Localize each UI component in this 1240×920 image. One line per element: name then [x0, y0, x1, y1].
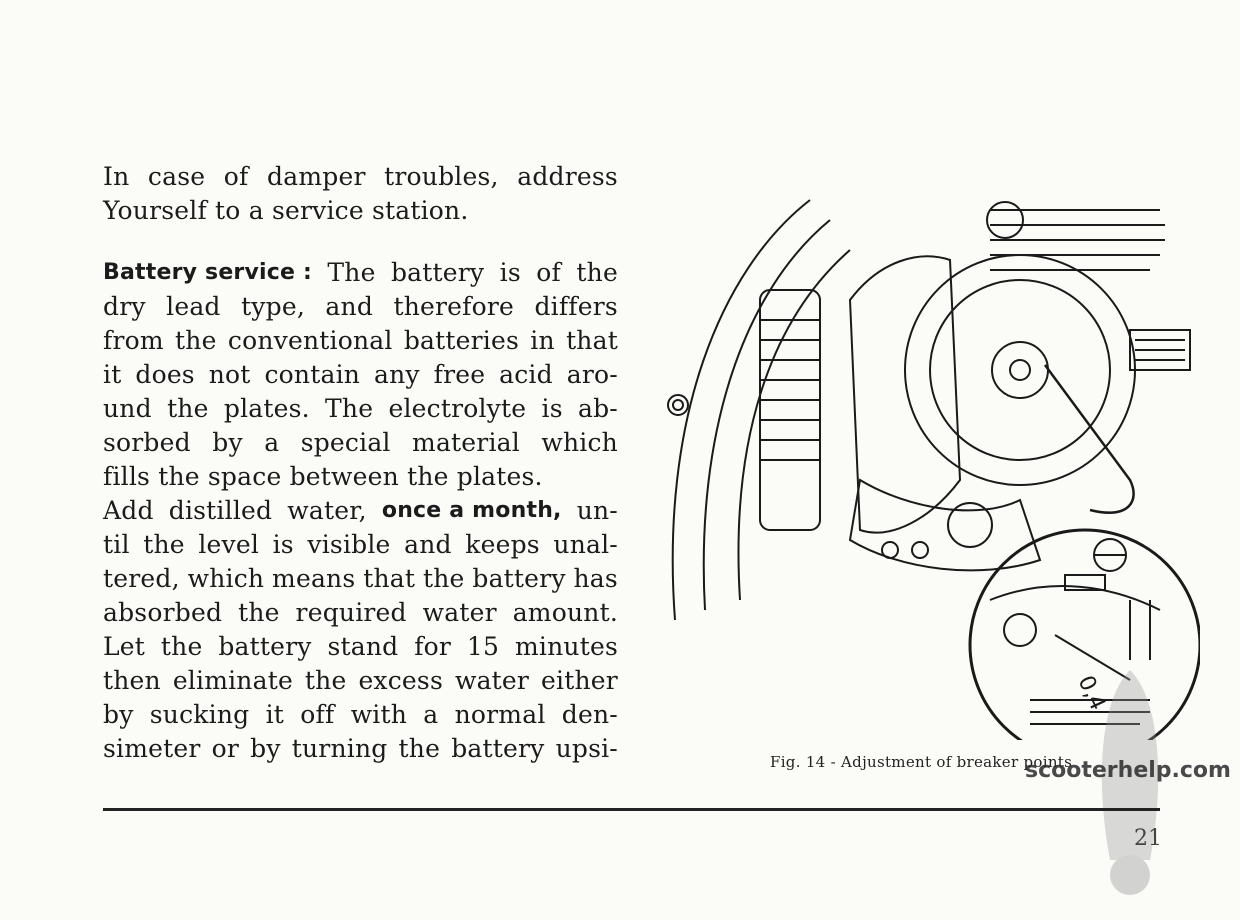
- paragraph-gap: [103, 228, 618, 256]
- text-word: damper: [267, 162, 366, 191]
- text-word: and: [404, 530, 452, 559]
- text-word: material: [412, 428, 520, 457]
- text-word: battery: [218, 632, 312, 661]
- text-word: The: [327, 258, 376, 287]
- figure-caption: Fig. 14 - Adjustment of breaker points: [770, 753, 1073, 771]
- text-word: the: [167, 394, 209, 423]
- text-word: does: [135, 360, 195, 389]
- text-word: 15: [466, 632, 500, 661]
- text-word: is: [272, 530, 294, 559]
- text-word: address: [517, 162, 618, 191]
- text-word: for: [414, 632, 452, 661]
- text-word: unal-: [553, 530, 618, 559]
- text-line: [103, 494, 618, 528]
- text-line: [103, 358, 618, 392]
- text-word: plates.: [223, 394, 310, 423]
- text-word: turning: [291, 734, 388, 763]
- text-word: battery: [451, 734, 545, 763]
- text-word: conventional: [227, 326, 393, 355]
- text-word: den-: [561, 700, 618, 729]
- text-word: the: [175, 326, 217, 355]
- text-line: [103, 460, 618, 494]
- text-word: any: [373, 360, 420, 389]
- text-word: which: [187, 564, 265, 593]
- text-line: [103, 562, 618, 596]
- text-word: eliminate: [172, 666, 293, 695]
- text-line: [103, 528, 618, 562]
- body-text: [103, 160, 618, 766]
- text-line: [103, 596, 618, 630]
- text-word: til: [103, 530, 130, 559]
- text-word: water,: [287, 496, 367, 525]
- text-word: und: [103, 394, 152, 423]
- text-word: or: [211, 734, 240, 763]
- page-number: 21: [1134, 826, 1162, 851]
- text-word: is: [541, 394, 563, 423]
- text-word: distilled: [168, 496, 273, 525]
- text-word: off: [300, 700, 335, 729]
- text-word: by: [250, 734, 281, 763]
- text-line: [103, 392, 618, 426]
- text-word: of: [223, 162, 249, 191]
- text-word: special: [300, 428, 391, 457]
- text-word: of: [536, 258, 562, 287]
- text-word: In: [103, 162, 130, 191]
- text-word: acid: [499, 360, 553, 389]
- text-word: that: [363, 564, 416, 593]
- text-word: simeter: [103, 734, 201, 763]
- text-word: then: [103, 666, 161, 695]
- text-word: battery: [472, 564, 566, 593]
- text-word: differs: [534, 292, 618, 321]
- text-word: the: [160, 632, 203, 661]
- text-word: minutes: [515, 632, 618, 661]
- text-word: level: [198, 530, 260, 559]
- text-word: is: [499, 258, 521, 287]
- text-word: a: [264, 428, 280, 457]
- text-word: the: [422, 564, 465, 593]
- text-word: with: [350, 700, 408, 729]
- text-line: [103, 290, 618, 324]
- text-word: the: [143, 530, 185, 559]
- text-word: troubles,: [384, 162, 499, 191]
- text-word: therefore: [393, 292, 515, 321]
- text-word: and: [325, 292, 374, 321]
- text-word: once a month,: [381, 498, 562, 523]
- text-word: sorbed: [103, 428, 191, 457]
- text-word: upsi-: [555, 734, 618, 763]
- text-word: means: [272, 564, 356, 593]
- watermark-text: scooterhelp.com: [1025, 758, 1231, 783]
- text-word: un-: [576, 496, 618, 525]
- text-word: required: [295, 598, 407, 627]
- text-word: that: [566, 326, 618, 355]
- text-word: the: [576, 258, 618, 287]
- engine-illustration: [660, 180, 1200, 740]
- text-word: contain: [264, 360, 361, 389]
- text-word: it: [103, 360, 122, 389]
- text-word: the: [398, 734, 441, 763]
- text-word: keeps: [465, 530, 540, 559]
- text-line: [103, 732, 618, 766]
- text-word: ab-: [577, 394, 618, 423]
- footer-rule: [103, 808, 1160, 811]
- text-word: not: [208, 360, 251, 389]
- text-word: by: [212, 428, 243, 457]
- text-word: tered,: [103, 564, 180, 593]
- text-word: fills the space between the plates.: [103, 462, 543, 491]
- text-word: type,: [241, 292, 305, 321]
- text-word: absorbed: [103, 598, 223, 627]
- text-word: which: [541, 428, 618, 457]
- text-word: either: [541, 666, 618, 695]
- text-word: stand: [327, 632, 399, 661]
- text-word: water: [454, 666, 530, 695]
- text-word: Add: [103, 496, 154, 525]
- text-word: sucking: [149, 700, 250, 729]
- text-word: lead: [166, 292, 221, 321]
- text-word: battery: [390, 258, 485, 287]
- text-word: the: [304, 666, 347, 695]
- text-word: in: [530, 326, 555, 355]
- text-word: Yourself to a service station.: [103, 196, 469, 225]
- text-word: visible: [307, 530, 391, 559]
- text-line: [103, 256, 618, 290]
- text-word: The: [325, 394, 374, 423]
- text-word: Battery service :: [103, 260, 312, 285]
- text-line: [103, 194, 618, 228]
- text-line: [103, 426, 618, 460]
- text-word: case: [147, 162, 206, 191]
- text-word: a: [423, 700, 439, 729]
- gap-label: 0,4: [1072, 671, 1111, 715]
- text-word: electrolyte: [388, 394, 527, 423]
- text-word: excess: [358, 666, 443, 695]
- text-word: the: [238, 598, 280, 627]
- text-word: Let: [103, 632, 146, 661]
- text-word: has: [573, 564, 618, 593]
- text-word: it: [265, 700, 285, 729]
- text-line: [103, 324, 618, 358]
- text-line: [103, 664, 618, 698]
- text-word: batteries: [403, 326, 519, 355]
- text-word: from: [103, 326, 164, 355]
- text-word: normal: [454, 700, 546, 729]
- text-line: [103, 160, 618, 194]
- text-word: dry: [103, 292, 146, 321]
- text-word: amount.: [512, 598, 618, 627]
- text-word: aro-: [566, 360, 618, 389]
- text-word: water: [422, 598, 497, 627]
- text-line: [103, 630, 618, 664]
- text-word: free: [433, 360, 486, 389]
- text-line: [103, 698, 618, 732]
- text-word: by: [103, 700, 134, 729]
